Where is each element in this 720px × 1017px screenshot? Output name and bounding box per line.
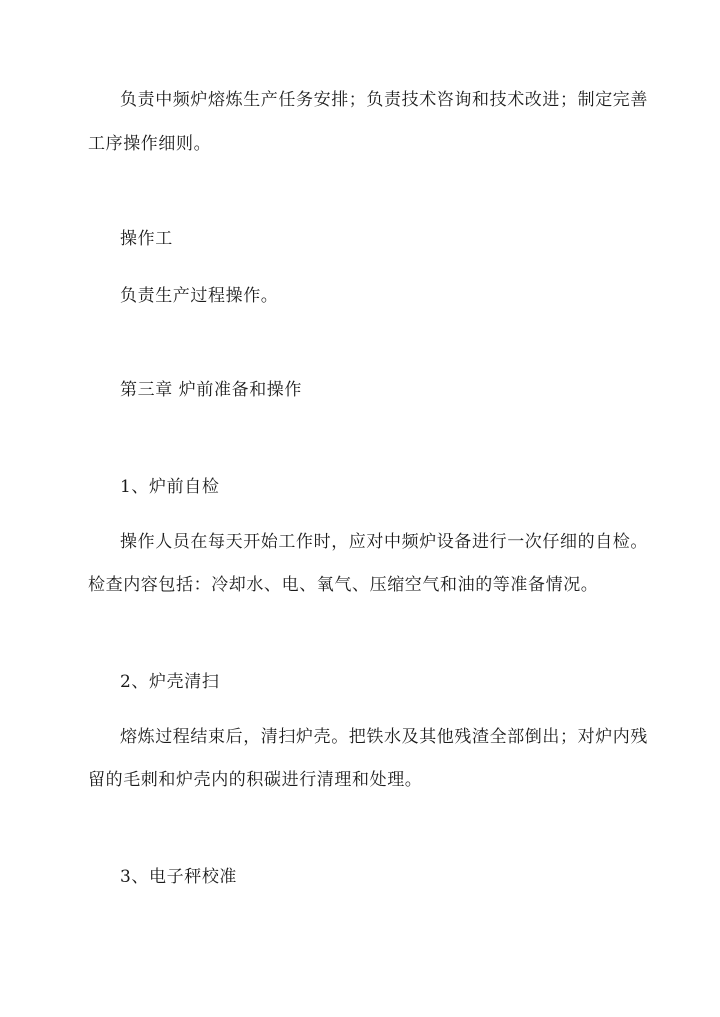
paragraph-line: 负责中频炉熔炼生产任务安排；负责技术咨询和技术改进；制定完善 [120, 90, 648, 110]
paragraph-line: 工序操作细则。 [88, 134, 212, 154]
paragraph-line: 留的毛刺和炉壳内的积碳进行清理和处理。 [88, 770, 423, 790]
paragraph-line: 检查内容包括：冷却水、电、氧气、压缩空气和油的等准备情况。 [88, 575, 599, 595]
role-description: 负责生产过程操作。 [120, 286, 279, 306]
section-heading: 2、炉壳清扫 [120, 672, 220, 692]
section-heading: 3、电子秤校准 [120, 867, 238, 887]
chapter-title: 第三章 炉前准备和操作 [120, 380, 303, 400]
paragraph-line: 操作人员在每天开始工作时，应对中频炉设备进行一次仔细的自检。 [120, 532, 648, 552]
role-heading: 操作工 [120, 229, 173, 249]
paragraph-line: 熔炼过程结束后，清扫炉壳。把铁水及其他残渣全部倒出；对炉内残 [120, 727, 648, 747]
section-heading: 1、炉前自检 [120, 477, 220, 497]
